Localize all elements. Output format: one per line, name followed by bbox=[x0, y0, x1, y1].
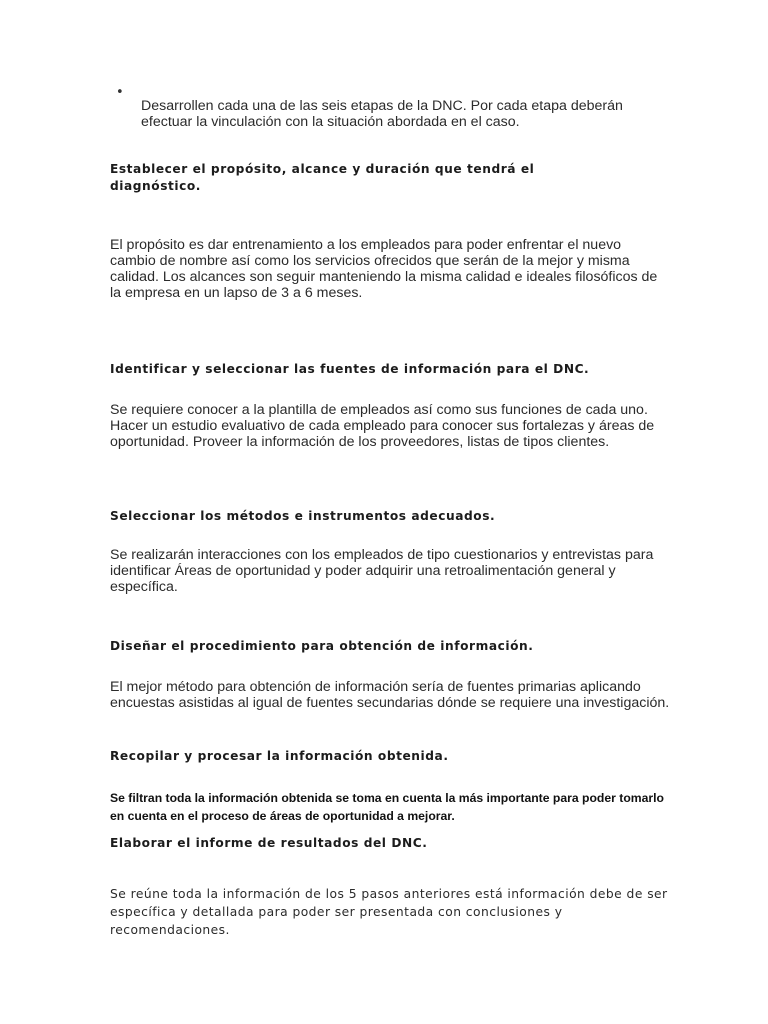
section-1-heading: Establecer el propósito, alcance y duración que tendrá el diagnóstico. bbox=[110, 162, 535, 193]
section-2-heading: Identificar y seleccionar las fuentes de información para el DNC. bbox=[110, 362, 590, 376]
section-5-heading: Recopilar y procesar la información obtenida. bbox=[110, 749, 449, 763]
section-4-body: El mejor método para obtención de información sería de fuentes primarias aplicando encuestas asistidas al igual de fuentes secundarias dónde se requiere una investigación. bbox=[110, 679, 670, 711]
section-6-heading: Elaborar el informe de resultados del DNC. bbox=[110, 836, 428, 850]
section-4-heading: Diseñar el procedimiento para obtención de información. bbox=[110, 639, 534, 653]
section-3-heading: Seleccionar los métodos e instrumentos adecuados. bbox=[110, 509, 496, 523]
section-6-body: Se reúne toda la información de los 5 pasos anteriores está información debe de ser específica y detallada para poder ser presentada con conclusiones y recomendaciones. bbox=[110, 887, 668, 937]
section-2-body: Se requiere conocer a la plantilla de empleados así como sus funciones de cada uno. Hacer un estudio evaluativo de cada empleado para conocer sus fortalezas y áreas de oportunidad. Proveer la información de los proveedores, listas de tipos clientes. bbox=[110, 402, 655, 450]
bullet-text: Desarrollen cada una de las seis etapas de la DNC. Por cada etapa deberán efectuar la vinculación con la situación abordada en el caso. bbox=[141, 98, 623, 131]
section-3-body: Se realizarán interacciones con los empleados de tipo cuestionarios y entrevistas para identificar Áreas de oportunidad y poder adquirir una retroalimentación general y específica. bbox=[110, 547, 654, 595]
section-5-body: Se filtran toda la información obtenida se toma en cuenta la más importante para poder tomarlo en cuenta en el proceso de áreas de oportunidad a mejorar. bbox=[110, 791, 664, 823]
section-1-body: El propósito es dar entrenamiento a los empleados para poder enfrentar el nuevo cambio de nombre así como los servicios ofrecidos que serán de la mejor y misma calidad. Los alcances son seguir manteniendo la misma calidad e ideales filosóficos de la empresa en un lapso de 3 a 6 meses. bbox=[110, 237, 658, 301]
bullet-icon: • bbox=[116, 85, 124, 100]
